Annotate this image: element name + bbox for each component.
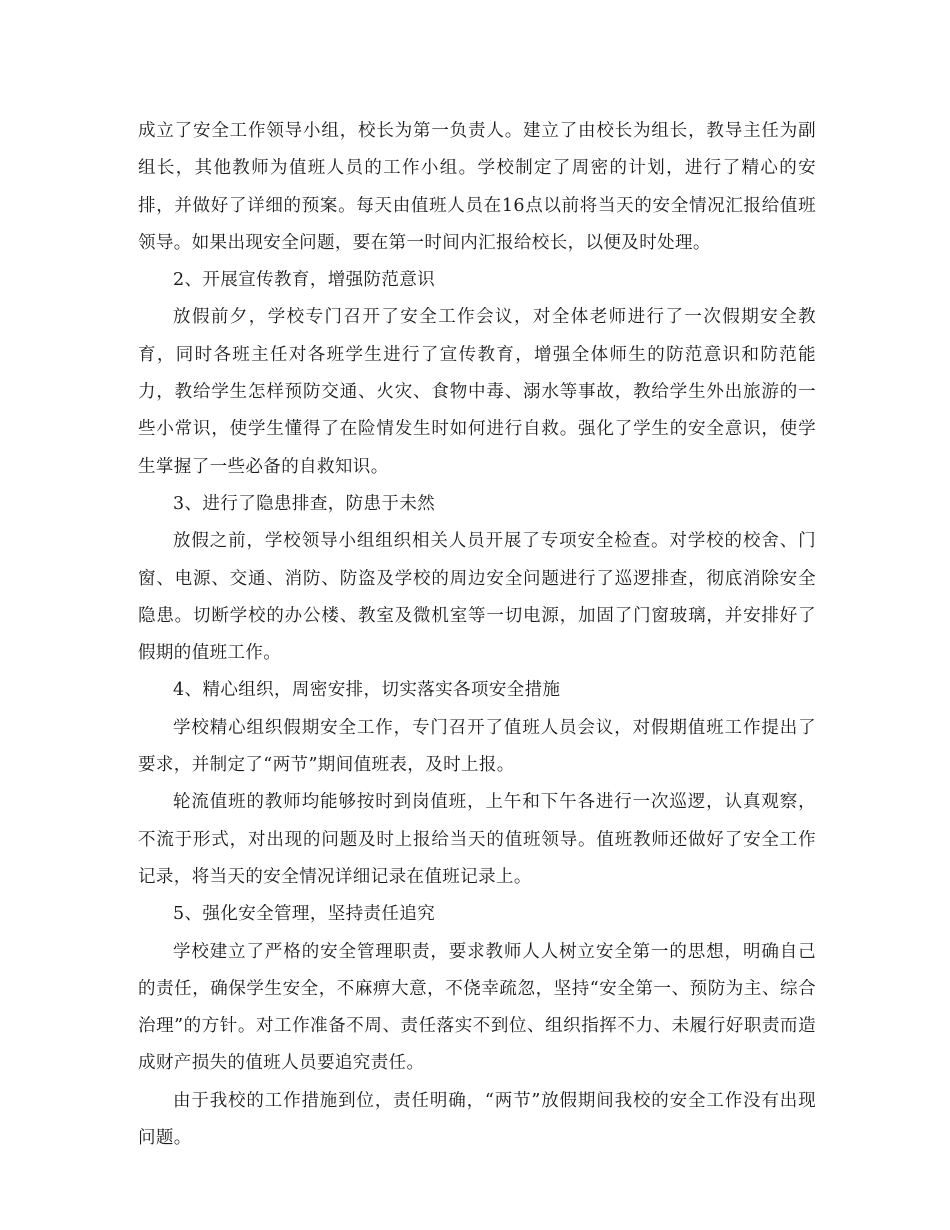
paragraph-leadership-group: 成立了安全工作领导小组，校长为第一负责人。建立了由校长为组长，教导主任为副组长，其他教师为值班人员的工作小组。学校制定了周密的计划，进行了精心的安排，并做好了详细的预案。每天由值班人员在16点以前将当天的安全情况汇报给值班领导。如果出现安全问题，要在第一时间内汇报给校长，以便及时处理。 (138, 121, 816, 253)
section-heading-5: 5、强化安全管理，坚持责任追究 (173, 904, 436, 925)
paragraph-conclusion: 由于我校的工作措施到位，责任明确，“两节”放假期间我校的安全工作没有出现问题。 (138, 1090, 816, 1149)
section-heading-3: 3、进行了隐患排查，防患于未然 (173, 493, 436, 514)
paragraph-hazard-inspection: 放假之前，学校领导小组组织相关人员开展了专项安全检查。对学校的校舍、门窗、电源、交通、消防、防盗及学校的周边安全问题进行了巡逻排查，彻底消除安全隐患。切断学校的办公楼、教室及微机室等一切电源，加固了门窗玻璃，并安排好了假期的值班工作。 (138, 531, 816, 664)
paragraph-duty-rotation: 轮流值班的教师均能够按时到岗值班，上午和下午各进行一次巡逻，认真观察，不流于形式，对出现的问题及时上报给当天的值班领导。值班教师还做好了安全工作记录，将当天的安全情况详细记录在值班记录上。 (138, 792, 816, 887)
section-heading-2: 2、开展宣传教育，增强防范意识 (173, 270, 436, 291)
paragraph-duty-meeting: 学校精心组织假期安全工作，专门召开了值班人员会议，对假期值班工作提出了要求，并制定了“两节”期间值班表，及时上报。 (138, 717, 816, 776)
document-body (138, 113, 816, 1157)
paragraph-publicity-education: 放假前夕，学校专门召开了安全工作会议，对全体老师进行了一次假期安全教育，同时各班主任对各班学生进行了宣传教育，增强全体师生的防范意识和防范能力，教给学生怎样预防交通、火灾、食物中毒、溺水等事故，教给学生外出旅游的一些小常识，使学生懂得了在险情发生时如何进行自救。强化了学生的安全意识，使学生掌握了一些必备的自救知识。 (138, 307, 816, 477)
paragraph-safety-responsibility: 学校建立了严格的安全管理职责，要求教师人人树立安全第一的思想，明确自己的责任，确保学生安全，不麻痹大意，不侥幸疏忽，坚持“安全第一、预防为主、综合治理”的方针。对工作准备不周、责任落实不到位、组织指挥不力、未履行好职责而造成财产损失的值班人员要追究责任。 (138, 941, 816, 1074)
section-heading-4: 4、精心组织，周密安排，切实落实各项安全措施 (173, 680, 561, 701)
